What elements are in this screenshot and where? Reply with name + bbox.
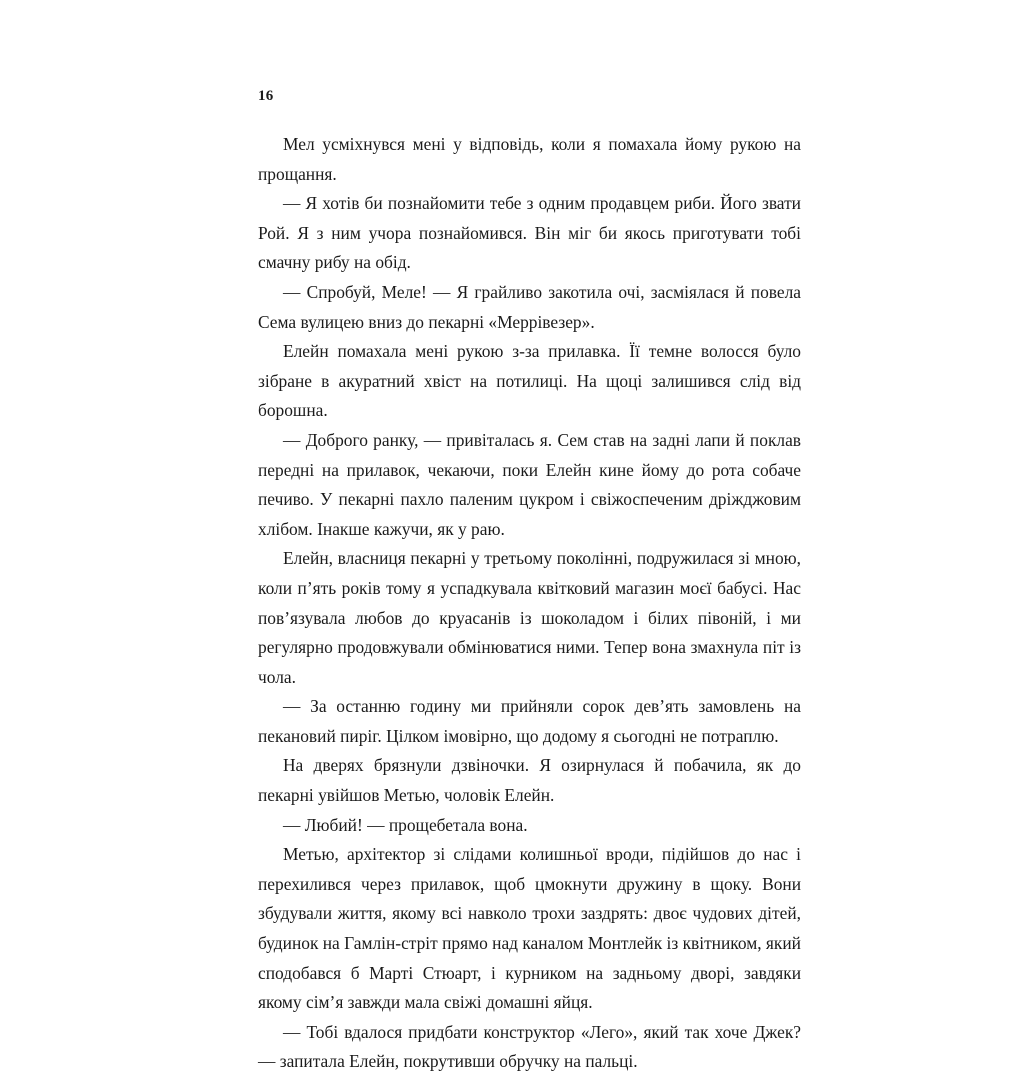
paragraph: — За останню годину ми прийняли сорок дев’ять замовлень на пекановий пиріг. Цілком імовірно, що додому я сьогодні не потраплю. — [258, 696, 801, 746]
paragraph: — Спробуй, Меле! — Я грайливо закотила очі, засміялася й повела Сема вулицею вниз до пекарні «Меррівезер». — [258, 281, 801, 332]
body-text-column — [258, 130, 801, 1077]
paragraph: — Тобі вдалося придбати конструктор «Лего», який так хоче Джек? — запитала Елейн, покрутивши обручку на пальці. — [258, 1021, 801, 1072]
page-number: 16 — [258, 88, 274, 104]
paragraph: — Любий! — прощебетала вона. — [283, 814, 528, 835]
paragraph: Мел усміхнувся мені у відповідь, коли я помахала йому рукою на прощання. — [258, 134, 801, 184]
paragraph: — Доброго ранку, — привіталась я. Сем став на задні лапи й поклав передні на прилавок, чекаючи, поки Елейн кине йому до рота собаче печиво. У пекарні пахло паленим цукром і свіжоспеченим дріжджовим хлібом. Інакше кажучи, як у раю. — [258, 429, 801, 539]
paragraph: На дверях брязнули дзвіночки. Я озирнулася й побачила, як до пекарні увійшов Метью, чоловік Елейн. — [258, 755, 801, 806]
paragraph: Елейн помахала мені рукою з-за прилавка. Її темне волосся було зібране в акуратний хвіст на потилиці. На щоці залишився слід від борошна. — [258, 341, 801, 421]
paragraph: — Я хотів би познайомити тебе з одним продавцем риби. Його звати Рой. Я з ним учора познайомився. Він міг би якось приготувати тобі смачну рибу на обід. — [258, 193, 801, 273]
paragraph: Метью, архітектор зі слідами колишньої вроди, підійшов до нас і перехилився через прилавок, щоб цмокнути дружину в щоку. Вони збудували життя, якому всі навколо трохи заздрять: двоє чудових дітей, будинок на Гамлін-стріт прямо над каналом Монтлейк із квітником, який сподобався б Марті Стюарт, і курником на задньому дворі, завдяки якому сім’я завжди мала свіжі домашні яйця. — [258, 844, 801, 1013]
paragraph: Елейн, власниця пекарні у третьому поколінні, подружилася зі мною, коли п’ять років тому я успадкувала квітковий магазин моєї бабусі. Нас пов’язувала любов до круасанів із шоколадом і білих півоній, і ми регулярно продовжували обмінюватися ними. Тепер вона змахнула піт із чола. — [258, 548, 801, 687]
